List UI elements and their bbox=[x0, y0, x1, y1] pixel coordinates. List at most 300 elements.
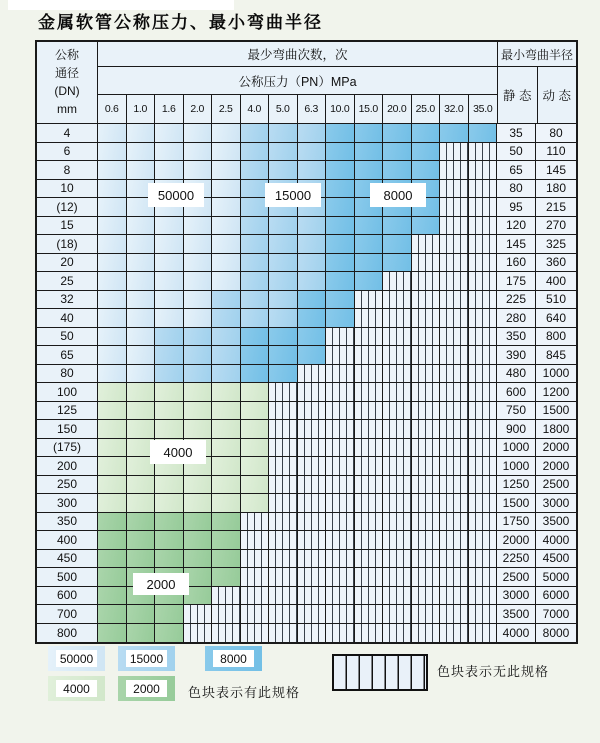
dynamic-radius-cell: 325 bbox=[536, 235, 576, 253]
no-spec-cell bbox=[383, 513, 412, 531]
bend-cycle-cell bbox=[98, 568, 127, 586]
dynamic-header: 动 态 bbox=[542, 89, 571, 103]
bend-cycle-cell bbox=[127, 605, 156, 623]
dn-cell: 350 bbox=[37, 513, 98, 531]
static-dynamic-row bbox=[498, 67, 576, 123]
static-radius-cell: 750 bbox=[497, 402, 536, 420]
bend-cycle-cell bbox=[212, 328, 241, 346]
no-spec-cell bbox=[412, 383, 441, 401]
no-spec-cell bbox=[383, 328, 412, 346]
bend-cycle-cell bbox=[184, 291, 213, 309]
bend-cycle-cell bbox=[98, 346, 127, 364]
bend-cycle-cell bbox=[155, 402, 184, 420]
no-spec-cell bbox=[355, 420, 384, 438]
dynamic-radius-cell: 1200 bbox=[536, 383, 576, 401]
bend-cycle-cell bbox=[155, 605, 184, 623]
no-spec-cell bbox=[355, 587, 384, 605]
no-spec-cell bbox=[469, 143, 498, 161]
bend-cycle-cell bbox=[184, 272, 213, 290]
no-spec-cell bbox=[241, 531, 270, 549]
no-spec-cell bbox=[298, 587, 327, 605]
no-spec-cell bbox=[440, 457, 469, 475]
no-spec-cell bbox=[326, 439, 355, 457]
bend-cycle-cell bbox=[241, 476, 270, 494]
dn-cell: 450 bbox=[37, 550, 98, 568]
bend-cycle-cell bbox=[326, 180, 355, 198]
region-label-50000: 50000 bbox=[148, 183, 204, 207]
dynamic-radius-cell: 640 bbox=[536, 309, 576, 327]
bend-cycle-cell bbox=[212, 198, 241, 216]
no-spec-cell bbox=[383, 624, 412, 643]
bend-cycle-cell bbox=[184, 346, 213, 364]
bend-cycle-cell bbox=[269, 365, 298, 383]
page-title: 金属软管公称压力、最小弯曲半径 bbox=[38, 13, 323, 33]
bend-cycle-cell bbox=[155, 513, 184, 531]
bend-cycle-cell bbox=[184, 550, 213, 568]
table-row bbox=[37, 605, 576, 624]
bend-cycle-cell bbox=[98, 383, 127, 401]
dn-cell: 300 bbox=[37, 494, 98, 512]
no-spec-cell bbox=[383, 383, 412, 401]
bend-cycle-cell bbox=[355, 161, 384, 179]
bend-cycle-cell bbox=[326, 143, 355, 161]
bend-cycle-cell bbox=[212, 402, 241, 420]
no-spec-cell bbox=[241, 624, 270, 643]
bend-cycle-cell bbox=[184, 124, 213, 142]
bend-cycle-cell bbox=[155, 291, 184, 309]
dn-cell: 15 bbox=[37, 217, 98, 235]
no-spec-cell bbox=[269, 568, 298, 586]
no-spec-cell bbox=[440, 346, 469, 364]
bend-cycle-cell bbox=[412, 143, 441, 161]
bend-cycle-cell bbox=[184, 254, 213, 272]
dn-cell: 500 bbox=[37, 568, 98, 586]
no-spec-cell bbox=[326, 420, 355, 438]
bend-cycle-cell bbox=[412, 217, 441, 235]
no-spec-cell bbox=[269, 439, 298, 457]
no-spec-cell bbox=[355, 476, 384, 494]
no-spec-cell bbox=[440, 439, 469, 457]
no-spec-cell bbox=[355, 568, 384, 586]
bend-cycle-cell bbox=[98, 161, 127, 179]
bend-cycle-cell bbox=[127, 624, 156, 643]
bend-cycle-cell bbox=[298, 217, 327, 235]
bend-cycle-cell bbox=[241, 124, 270, 142]
dynamic-radius-cell: 3500 bbox=[536, 513, 576, 531]
bend-cycle-cell bbox=[269, 291, 298, 309]
bend-cycle-cell bbox=[98, 180, 127, 198]
dynamic-radius-cell: 4000 bbox=[536, 531, 576, 549]
dn-cell: 50 bbox=[37, 328, 98, 346]
pressure-column-header: 6.3 bbox=[298, 95, 327, 123]
bend-cycle-cell bbox=[184, 402, 213, 420]
pressure-column-header: 10.0 bbox=[326, 95, 355, 123]
table-row bbox=[37, 346, 576, 365]
no-spec-cell bbox=[269, 587, 298, 605]
no-spec-cell bbox=[440, 624, 469, 643]
no-spec-cell bbox=[269, 476, 298, 494]
no-spec-cell bbox=[355, 439, 384, 457]
pressure-column-header: 20.0 bbox=[383, 95, 412, 123]
no-spec-cell bbox=[412, 254, 441, 272]
no-spec-cell bbox=[298, 476, 327, 494]
bend-cycle-cell bbox=[184, 143, 213, 161]
table-row bbox=[37, 568, 576, 587]
bend-cycle-cell bbox=[98, 624, 127, 643]
bend-cycle-cell bbox=[98, 587, 127, 605]
no-spec-cell bbox=[383, 531, 412, 549]
bend-cycle-cell bbox=[241, 346, 270, 364]
no-spec-cell bbox=[355, 309, 384, 327]
legend-value: 8000 bbox=[213, 650, 254, 667]
no-spec-cell bbox=[269, 457, 298, 475]
bend-cycle-cell bbox=[326, 198, 355, 216]
bend-cycle-cell bbox=[184, 383, 213, 401]
bend-cycle-cell bbox=[269, 309, 298, 327]
bend-cycle-cell bbox=[355, 254, 384, 272]
no-spec-cell bbox=[412, 587, 441, 605]
no-spec-cell bbox=[298, 550, 327, 568]
dynamic-radius-cell: 3000 bbox=[536, 494, 576, 512]
bend-cycle-cell bbox=[212, 494, 241, 512]
dynamic-radius-cell: 215 bbox=[536, 198, 576, 216]
no-spec-cell bbox=[440, 291, 469, 309]
table-row bbox=[37, 457, 576, 476]
pressure-column-header: 1.6 bbox=[155, 95, 184, 123]
table-row bbox=[37, 439, 576, 458]
no-spec-cell bbox=[412, 272, 441, 290]
bend-cycle-cell bbox=[184, 235, 213, 253]
bend-cycle-cell bbox=[298, 143, 327, 161]
no-spec-cell bbox=[412, 309, 441, 327]
legend-no-spec-note: 色块表示无此规格 bbox=[437, 664, 550, 679]
dn-cell: 250 bbox=[37, 476, 98, 494]
bend-cycle-cell bbox=[269, 254, 298, 272]
no-spec-cell bbox=[469, 624, 498, 643]
table-row bbox=[37, 309, 576, 328]
no-spec-cell bbox=[440, 402, 469, 420]
bend-cycle-cell bbox=[127, 494, 156, 512]
bend-cycle-cell bbox=[269, 328, 298, 346]
pressure-column-header: 1.0 bbox=[127, 95, 156, 123]
bend-cycle-cell bbox=[212, 531, 241, 549]
bend-cycle-cell bbox=[212, 143, 241, 161]
static-radius-cell: 280 bbox=[497, 309, 536, 327]
no-spec-cell bbox=[298, 531, 327, 549]
no-spec-cell bbox=[440, 272, 469, 290]
no-spec-cell bbox=[440, 587, 469, 605]
table-row bbox=[37, 124, 576, 143]
no-spec-cell bbox=[412, 439, 441, 457]
no-spec-cell bbox=[326, 346, 355, 364]
static-radius-cell: 390 bbox=[497, 346, 536, 364]
bend-cycle-cell bbox=[98, 254, 127, 272]
pressure-column-header: 25.0 bbox=[412, 95, 441, 123]
bend-cycle-cell bbox=[98, 124, 127, 142]
bend-cycle-cell bbox=[155, 124, 184, 142]
legend-value: 4000 bbox=[56, 680, 97, 697]
static-radius-cell: 2000 bbox=[497, 531, 536, 549]
static-radius-cell: 35 bbox=[497, 124, 536, 142]
bend-cycle-cell bbox=[326, 272, 355, 290]
no-spec-cell bbox=[383, 291, 412, 309]
no-spec-cell bbox=[269, 402, 298, 420]
bend-cycles-header: 最少弯曲次数，次 bbox=[98, 42, 497, 67]
corner-line: 通径 bbox=[54, 66, 79, 81]
bend-cycle-cell bbox=[184, 328, 213, 346]
bend-cycle-cell bbox=[184, 161, 213, 179]
bend-cycle-cell bbox=[127, 531, 156, 549]
no-spec-cell bbox=[412, 605, 441, 623]
bend-cycle-cell bbox=[212, 439, 241, 457]
no-spec-cell bbox=[469, 550, 498, 568]
bend-cycle-cell bbox=[298, 272, 327, 290]
static-radius-cell: 1500 bbox=[497, 494, 536, 512]
corner-line: mm bbox=[57, 102, 77, 117]
no-spec-cell bbox=[440, 365, 469, 383]
bend-cycle-cell bbox=[98, 328, 127, 346]
bend-cycle-cell bbox=[269, 143, 298, 161]
no-spec-cell bbox=[383, 439, 412, 457]
static-radius-cell: 50 bbox=[497, 143, 536, 161]
no-spec-cell bbox=[469, 494, 498, 512]
no-spec-cell bbox=[469, 439, 498, 457]
no-spec-cell bbox=[269, 531, 298, 549]
no-spec-cell bbox=[355, 346, 384, 364]
legend-value: 15000 bbox=[126, 650, 167, 667]
dn-cell: 600 bbox=[37, 587, 98, 605]
table-row bbox=[37, 513, 576, 532]
bend-cycle-cell bbox=[155, 420, 184, 438]
bend-cycle-cell bbox=[298, 254, 327, 272]
dynamic-radius-cell: 360 bbox=[536, 254, 576, 272]
no-spec-cell bbox=[469, 383, 498, 401]
dynamic-radius-cell: 845 bbox=[536, 346, 576, 364]
no-spec-cell bbox=[412, 291, 441, 309]
dn-cell: 100 bbox=[37, 383, 98, 401]
no-spec-cell bbox=[469, 605, 498, 623]
bend-cycle-cell bbox=[241, 143, 270, 161]
no-spec-cell bbox=[412, 346, 441, 364]
no-spec-cell bbox=[440, 180, 469, 198]
no-spec-cell bbox=[326, 383, 355, 401]
no-spec-cell bbox=[469, 346, 498, 364]
no-spec-cell bbox=[412, 457, 441, 475]
bend-cycle-cell bbox=[212, 568, 241, 586]
pressure-column-header: 2.0 bbox=[184, 95, 213, 123]
no-spec-cell bbox=[383, 457, 412, 475]
bend-cycle-cell bbox=[98, 513, 127, 531]
bend-cycle-cell bbox=[212, 550, 241, 568]
dn-cell: (18) bbox=[37, 235, 98, 253]
bend-cycle-cell bbox=[127, 346, 156, 364]
no-spec-cell bbox=[469, 587, 498, 605]
bend-cycle-cell bbox=[98, 605, 127, 623]
pressure-column-header: 5.0 bbox=[269, 95, 298, 123]
bend-cycle-cell bbox=[155, 161, 184, 179]
bend-cycle-cell bbox=[127, 513, 156, 531]
no-spec-cell bbox=[298, 513, 327, 531]
no-spec-cell bbox=[355, 624, 384, 643]
bend-cycle-cell bbox=[241, 291, 270, 309]
no-spec-cell bbox=[269, 550, 298, 568]
table-row bbox=[37, 531, 576, 550]
pressure-column-header: 2.5 bbox=[212, 95, 241, 123]
no-spec-cell bbox=[469, 291, 498, 309]
table-row bbox=[37, 494, 576, 513]
bend-cycle-cell bbox=[212, 309, 241, 327]
bend-cycle-cell bbox=[98, 420, 127, 438]
pressure-header: 公称压力（PN）MPa bbox=[98, 67, 497, 95]
dynamic-radius-cell: 180 bbox=[536, 180, 576, 198]
no-spec-cell bbox=[440, 198, 469, 216]
no-spec-cell bbox=[298, 420, 327, 438]
bend-cycle-cell bbox=[184, 309, 213, 327]
bend-cycle-cell bbox=[241, 272, 270, 290]
legend-swatch-2000 bbox=[118, 676, 175, 701]
static-radius-cell: 480 bbox=[497, 365, 536, 383]
radius-header-group bbox=[498, 42, 576, 123]
bend-cycle-cell bbox=[98, 439, 127, 457]
bend-cycle-cell bbox=[355, 272, 384, 290]
bend-cycle-cell bbox=[98, 198, 127, 216]
bend-cycle-cell bbox=[326, 291, 355, 309]
no-spec-cell bbox=[469, 568, 498, 586]
legend-swatch-8000 bbox=[205, 646, 262, 671]
dynamic-radius-cell: 4500 bbox=[536, 550, 576, 568]
no-spec-cell bbox=[326, 568, 355, 586]
no-spec-cell bbox=[469, 402, 498, 420]
no-spec-cell bbox=[440, 309, 469, 327]
no-spec-cell bbox=[298, 439, 327, 457]
bend-cycle-cell bbox=[212, 254, 241, 272]
dynamic-radius-cell: 1000 bbox=[536, 365, 576, 383]
bend-cycle-cell bbox=[184, 420, 213, 438]
no-spec-cell bbox=[212, 587, 241, 605]
bend-cycle-cell bbox=[212, 346, 241, 364]
no-spec-cell bbox=[440, 235, 469, 253]
no-spec-cell bbox=[412, 513, 441, 531]
no-spec-cell bbox=[241, 550, 270, 568]
no-spec-cell bbox=[412, 531, 441, 549]
table-row bbox=[37, 291, 576, 310]
bend-cycle-cell bbox=[98, 143, 127, 161]
static-radius-cell: 175 bbox=[497, 272, 536, 290]
table-row bbox=[37, 235, 576, 254]
dynamic-radius-cell: 2000 bbox=[536, 439, 576, 457]
table-row bbox=[37, 550, 576, 569]
pressure-columns-row bbox=[98, 95, 497, 123]
no-spec-cell bbox=[298, 605, 327, 623]
bend-cycle-cell bbox=[241, 383, 270, 401]
no-spec-cell bbox=[355, 457, 384, 475]
bend-cycle-cell bbox=[241, 365, 270, 383]
bend-cycle-cell bbox=[98, 531, 127, 549]
bend-cycle-cell bbox=[269, 346, 298, 364]
legend-swatch-50000 bbox=[48, 646, 105, 671]
region-label-15000: 15000 bbox=[265, 183, 321, 207]
bend-cycle-cell bbox=[298, 124, 327, 142]
dynamic-radius-cell: 145 bbox=[536, 161, 576, 179]
table-row bbox=[37, 383, 576, 402]
bend-cycle-cell bbox=[127, 383, 156, 401]
region-label-2000: 2000 bbox=[133, 573, 189, 595]
bend-cycle-cell bbox=[98, 494, 127, 512]
no-spec-cell bbox=[440, 254, 469, 272]
bend-cycle-cell bbox=[241, 420, 270, 438]
bend-cycle-cell bbox=[155, 346, 184, 364]
bend-cycle-cell bbox=[412, 124, 441, 142]
no-spec-cell bbox=[269, 513, 298, 531]
dn-cell: 150 bbox=[37, 420, 98, 438]
dn-cell: 25 bbox=[37, 272, 98, 290]
bend-cycle-cell bbox=[383, 217, 412, 235]
table-row bbox=[37, 272, 576, 291]
no-spec-cell bbox=[469, 531, 498, 549]
no-spec-cell bbox=[326, 457, 355, 475]
bend-cycle-cell bbox=[155, 550, 184, 568]
bend-cycle-cell bbox=[298, 291, 327, 309]
no-spec-cell bbox=[298, 402, 327, 420]
dn-cell: 20 bbox=[37, 254, 98, 272]
bend-cycle-cell bbox=[212, 272, 241, 290]
dn-cell: 800 bbox=[37, 624, 98, 643]
bend-cycle-cell bbox=[269, 272, 298, 290]
no-spec-cell bbox=[298, 568, 327, 586]
dn-cell: 200 bbox=[37, 457, 98, 475]
bend-cycle-cell bbox=[127, 476, 156, 494]
static-radius-cell: 4000 bbox=[497, 624, 536, 643]
bend-cycle-cell bbox=[155, 383, 184, 401]
no-spec-cell bbox=[412, 476, 441, 494]
dynamic-radius-cell: 1500 bbox=[536, 402, 576, 420]
pressure-column-header: 32.0 bbox=[440, 95, 469, 123]
bend-cycle-cell bbox=[440, 124, 469, 142]
table-row bbox=[37, 143, 576, 162]
dn-cell: 80 bbox=[37, 365, 98, 383]
no-spec-cell bbox=[469, 198, 498, 216]
bend-cycle-cell bbox=[212, 365, 241, 383]
bend-cycle-cell bbox=[98, 402, 127, 420]
no-spec-cell bbox=[326, 402, 355, 420]
bend-cycle-cell bbox=[241, 328, 270, 346]
no-spec-cell bbox=[440, 605, 469, 623]
radius-header: 最小弯曲半径 bbox=[498, 42, 576, 67]
bend-cycle-cell bbox=[127, 235, 156, 253]
no-spec-cell bbox=[383, 568, 412, 586]
dn-cell: 32 bbox=[37, 291, 98, 309]
no-spec-cell bbox=[412, 568, 441, 586]
bend-cycle-cell bbox=[383, 143, 412, 161]
bend-cycle-cell bbox=[298, 346, 327, 364]
bend-cycle-cell bbox=[127, 217, 156, 235]
static-radius-cell: 1750 bbox=[497, 513, 536, 531]
legend-swatch-15000 bbox=[118, 646, 175, 671]
no-spec-cell bbox=[298, 494, 327, 512]
no-spec-cell bbox=[184, 624, 213, 643]
bend-cycle-cell bbox=[184, 513, 213, 531]
static-radius-cell: 3000 bbox=[497, 587, 536, 605]
bend-cycle-cell bbox=[155, 254, 184, 272]
bend-cycle-cell bbox=[269, 161, 298, 179]
no-spec-cell bbox=[383, 309, 412, 327]
no-spec-cell bbox=[298, 365, 327, 383]
bend-cycle-cell bbox=[212, 180, 241, 198]
no-spec-cell bbox=[412, 494, 441, 512]
bend-cycle-cell bbox=[298, 328, 327, 346]
table-row bbox=[37, 587, 576, 606]
no-spec-cell bbox=[469, 161, 498, 179]
